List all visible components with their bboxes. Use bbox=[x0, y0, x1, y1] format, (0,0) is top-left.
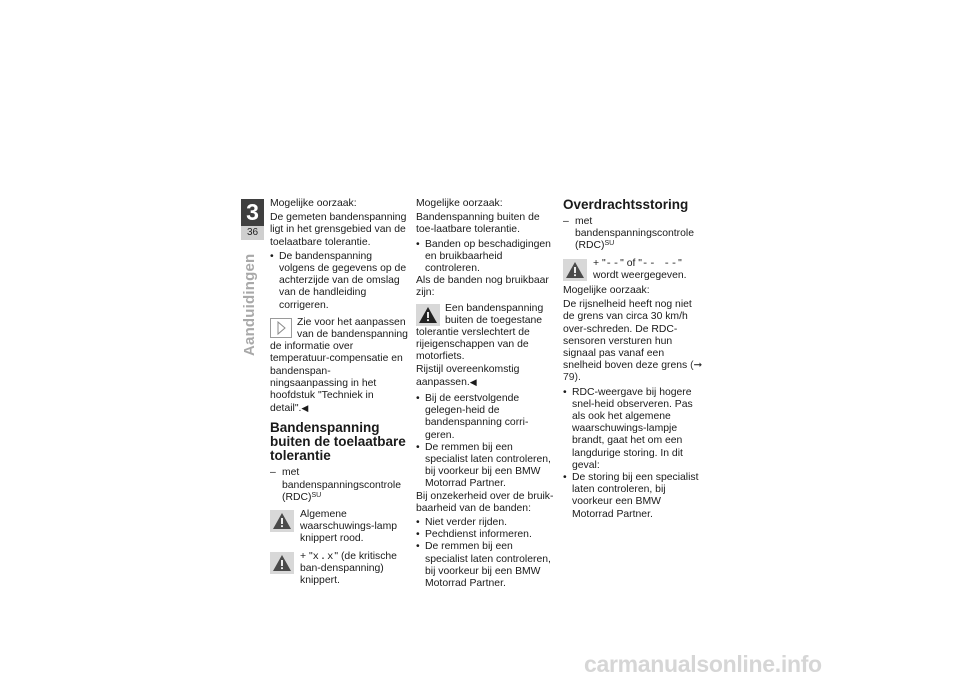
warning-advice: Rijstijl overeenkomstig aanpassen. bbox=[416, 363, 520, 388]
paragraph: Als de banden nog bruikbaar zijn: bbox=[416, 275, 549, 299]
bullet-item: • RDC-weergave bij hogere snel-heid observeren. Pas als ook het algemene waarschuwings-lampje brandt, gaat het om een langdurige storing. In dit geval: bbox=[563, 387, 703, 472]
bullet-item: • Banden op beschadigingen en bruikbaarheid controleren. bbox=[416, 239, 556, 276]
dash-item: – met bandenspanningscontrole (RDC)$^{SU}$ bbox=[563, 216, 703, 253]
warning-triangle-icon bbox=[416, 304, 440, 326]
dash-item: – met bandenspanningscontrole (RDC)$^{SU}$ bbox=[270, 467, 408, 504]
chapter-side-label: Aanduidingen bbox=[241, 253, 258, 356]
end-mark-icon: ◀ bbox=[469, 376, 477, 387]
column-3 bbox=[563, 198, 703, 521]
note-text: Zie voor het aanpassen van de bandenspanning de informatie over temperatuur-compensatie en bandenspan-ningsaanpassing in het hoofdstuk "Techniek in detail". bbox=[270, 316, 408, 415]
section-heading: Bandenspanning buiten de toelaatbare tolerantie bbox=[270, 420, 406, 464]
paragraph: De rijsnelheid heeft nog niet de grens van circa 30 km/h over-schreden. De RDC-sensoren versturen hun signaal pas vanaf een snelheid boven deze grens (➞ 79). bbox=[563, 299, 703, 384]
page-reference-link[interactable]: (➞ 79). bbox=[563, 360, 703, 384]
end-mark-icon: ◀ bbox=[301, 403, 309, 414]
section-heading: Overdrachtsstoring bbox=[563, 197, 689, 212]
bullet-item: • Pechdienst informeren. bbox=[416, 529, 556, 541]
bullet-item: • De remmen bij een specialist laten controleren, bij voorkeur bij een BMW Motorrad Partner. bbox=[416, 442, 556, 491]
paragraph: Bij onzekerheid over de bruik-baarheid van de banden: bbox=[416, 490, 554, 514]
bullet-item: • Niet verder rijden. bbox=[416, 517, 556, 529]
warning-text: Een bandenspanning buiten de toegestane tolerantie verslechtert de rijeigenschappen van de motorfiets. bbox=[416, 302, 544, 363]
display-code: -- -- bbox=[641, 257, 679, 270]
watermark: carmanualsonline.info bbox=[584, 651, 822, 677]
bullet-item: • De bandenspanning volgens de gegevens op de achterzijde van de omslag van de handleiding corrigeren. bbox=[270, 251, 408, 312]
warning-triangle-icon bbox=[270, 552, 294, 574]
cause-label: Mogelijke oorzaak: bbox=[416, 198, 503, 209]
bullet-item: • De remmen bij een specialist laten controleren, bij voorkeur bij een BMW Motorrad Partner. bbox=[416, 541, 556, 590]
warning-block bbox=[416, 303, 556, 389]
cause-label: Mogelijke oorzaak: bbox=[270, 198, 357, 209]
column-2 bbox=[416, 198, 556, 590]
warning-note-display: + "--" of "-- --" wordt weergegeven. bbox=[563, 258, 703, 282]
cause-label: Mogelijke oorzaak: bbox=[563, 285, 650, 297]
page-number: 36 bbox=[241, 226, 264, 240]
warning-note-display: + "x.x" (de kritische ban-denspanning) knippert. bbox=[270, 551, 408, 588]
chapter-tab bbox=[241, 199, 264, 247]
chapter-number: 3 bbox=[241, 199, 264, 226]
display-code: x.x bbox=[312, 550, 335, 563]
warning-note bbox=[270, 509, 408, 546]
bullet-item: • De storing bij een specialist laten controleren, bij voorkeur een BMW Motorrad Partner. bbox=[563, 472, 703, 521]
info-triangle-icon bbox=[270, 318, 292, 338]
paragraph: Bandenspanning buiten de toe-laatbare tolerantie. bbox=[416, 212, 540, 236]
info-note bbox=[270, 317, 408, 416]
paragraph: De gemeten bandenspanning ligt in het grensgebied van de toelaatbare tolerantie. bbox=[270, 212, 407, 248]
display-code: -- bbox=[605, 257, 621, 270]
warning-triangle-icon bbox=[563, 259, 587, 281]
column-1 bbox=[270, 198, 408, 590]
bullet-item: • Bij de eerstvolgende gelegen-heid de bandenspanning corri-geren. bbox=[416, 393, 556, 442]
warning-triangle-icon bbox=[270, 510, 294, 532]
warning-text: Algemene waarschuwings-lamp knippert rood. bbox=[300, 509, 398, 545]
